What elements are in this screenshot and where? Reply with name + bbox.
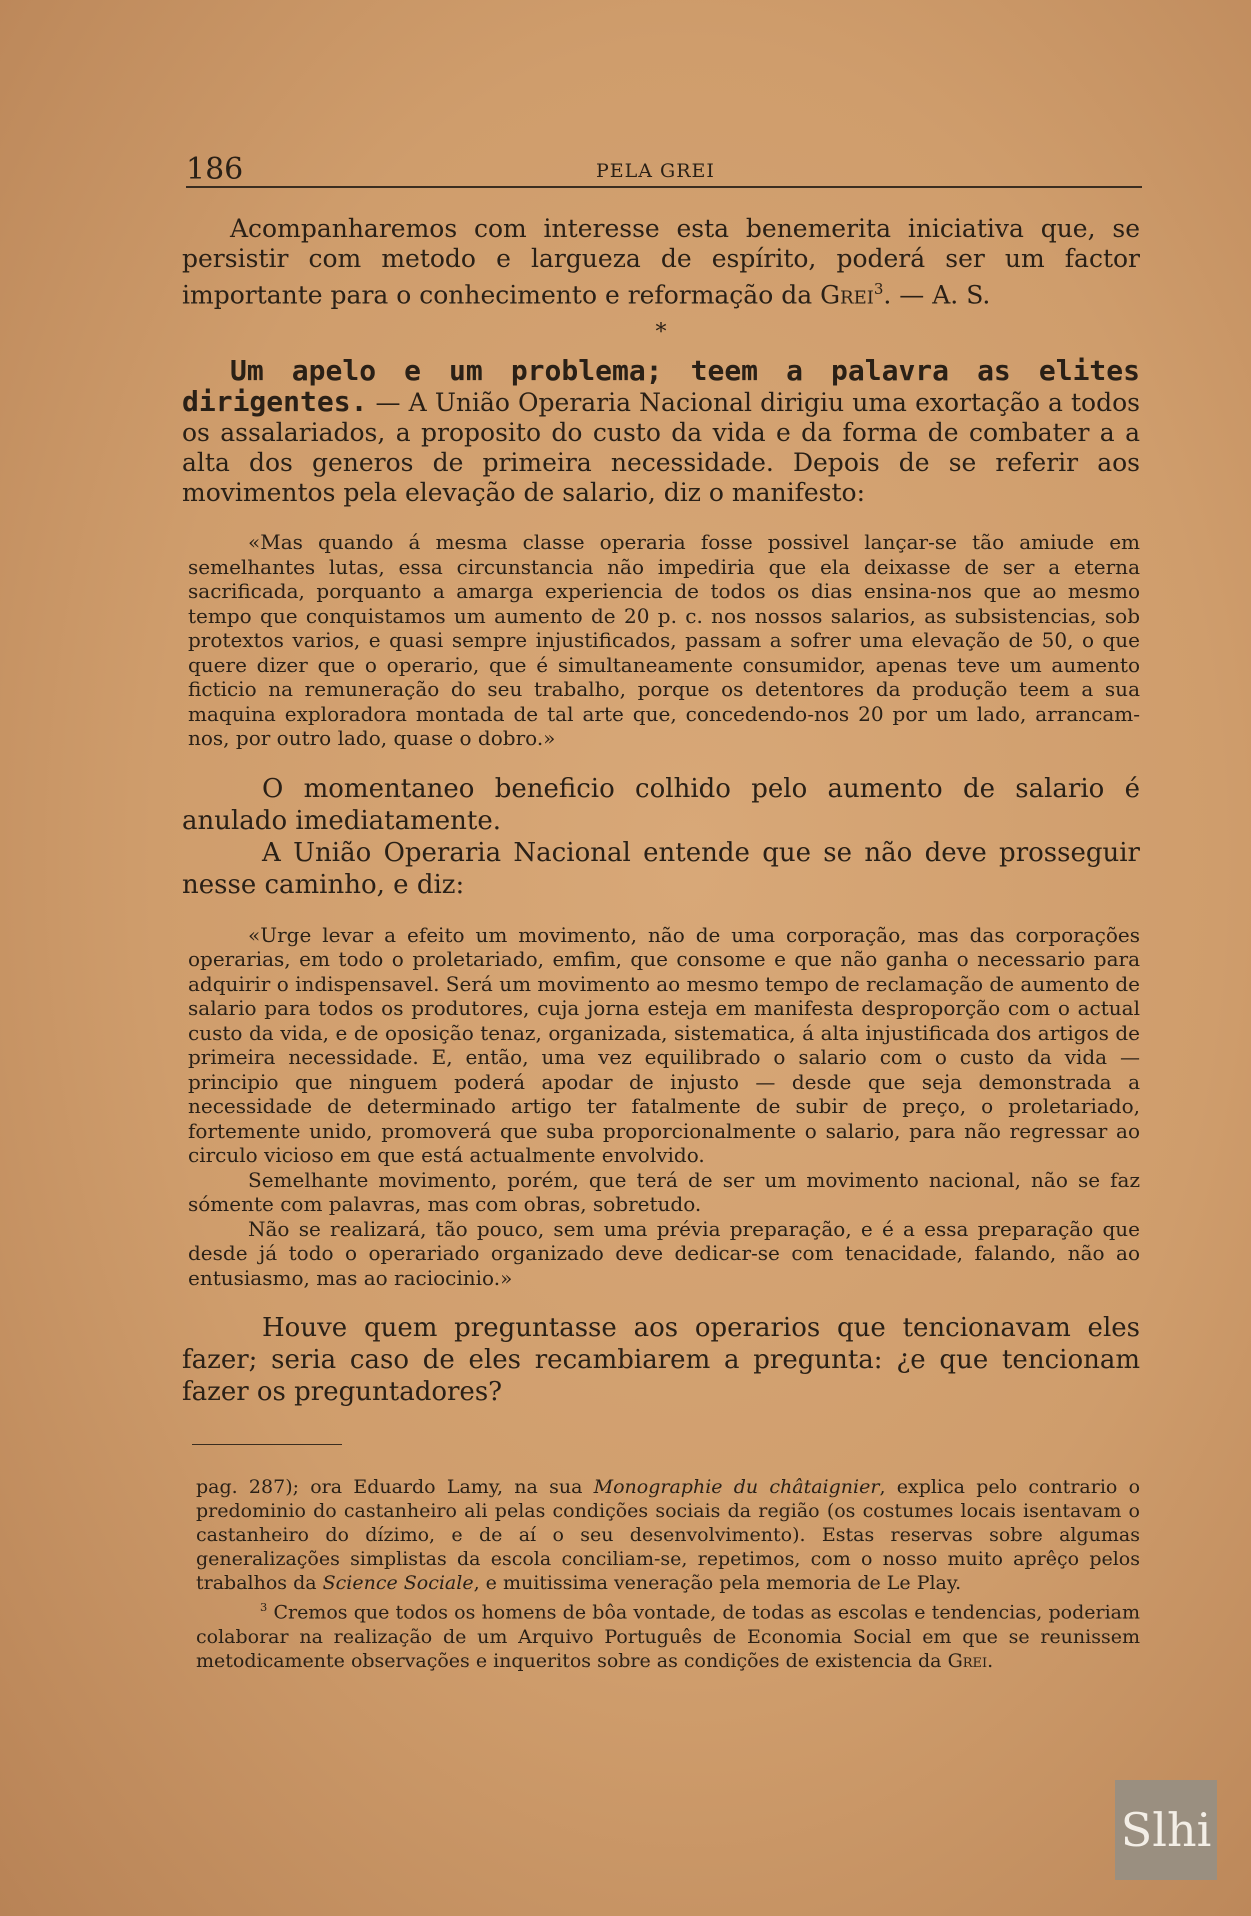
- paragraph-1: [182, 214, 1140, 310]
- section-separator: *: [655, 320, 667, 346]
- footnote-cont-pre: pag. 287); ora Eduardo Lamy, na sua: [196, 1476, 594, 1499]
- page-header: [186, 152, 1142, 188]
- section-text: — A União Operaria Nacional dirigiu uma exortação a todos os assalariados, a proposito do custo da vida e da forma de combater a a alta dos generos de primeira necessidade. Depois de se referir aos movimentos pela elevação de salario, diz o manifesto:: [182, 388, 1140, 508]
- paragraph-1-text: Acompanharemos com interesse esta benemerita iniciativa que, se persistir com metodo e largueza de espírito, poderá ser um factor importante para o conhecimento e reformação da: [182, 214, 1140, 310]
- quote-2: [188, 923, 1140, 1291]
- quote-1-text: «Mas quando á mesma classe operaria fosse possivel lançar-se tão amiude em semelhantes lutas, essa circunstancia não impediria que ela deixasse de ser a eterna sacrificada, porquanto a amarga experiencia de todos os dias ensina-nos que ao mesmo tempo que conquistamos um aumento de 20 p. c. nos nossos salarios, as subsistencias, sob protextos varios, e quasi sempre injustificados, passam a sofrer uma elevação de 50, o que quere dizer que o operario, que é simultaneamente consumidor, apenas teve um aumento ficticio na remuneração do seu trabalho, porque os detentores da produção teem a sua maquina exploradora montada de tal arte que, concedendo-nos 20 por um lado, arrancam-nos, por outro lado, quase o dobro.»: [188, 530, 1140, 751]
- paragraph-2: O momentaneo beneficio colhido pelo aumento de salario é anulado imediatamente.: [182, 773, 1140, 836]
- footnote-ref-3: 3: [873, 280, 884, 298]
- section-heading: Um apelo e um problema; teem a palavra as elites dirigentes.: [182, 354, 1140, 419]
- footnote-cont-post: , e muitissima veneração pela memoria de Le Play.: [473, 1572, 962, 1595]
- footnote-cont-mid: , explica pelo contrario o predominio do castanheiro ali pelas condições sociais da região (os costumes locais isentavam o castanheiro do dízimo, e de aí o seu desenvolvimento). Estas reservas sobre algumas generalizações simplistas da escola conciliam-se, repetimos, com o nosso muito aprêço pelos trabalhos da: [196, 1476, 1141, 1595]
- footnote-3: [196, 1595, 1140, 1672]
- footnote-3-grei: Grei: [947, 1649, 988, 1672]
- book-title-monographie: Monographie du châtaignier: [593, 1476, 880, 1499]
- paragraph-4: Houve quem preguntasse aos operarios que tencionavam eles fazer; seria caso de eles recambiarem a pregunta: ¿e que tencionam fazer os preguntadores?: [182, 1313, 1140, 1408]
- quote-2-para-3: Não se realizará, tão pouco, sem uma prévia preparação, e é a essa preparação que desde já todo o operariado organizado deve dedicar-se com tenacidade, falando, não ao entusiasmo, mas ao raciocinio.»: [188, 1216, 1140, 1290]
- quote-1: [188, 530, 1140, 751]
- quote-2-para-2: Semelhante movimento, porém, que terá de ser um movimento nacional, não se faz sómente com palavras, mas com obras, sobretudo.: [188, 1167, 1140, 1217]
- page-number: 186: [186, 152, 244, 187]
- library-logo: Slhi: [1115, 1780, 1217, 1880]
- signoff: . — A. S.: [883, 280, 991, 310]
- footnote-divider: [192, 1444, 342, 1445]
- quote-2-para-1: «Urge levar a efeito um movimento, não de uma corporação, mas das corporações operarias, em todo o proletariado, emfim, que consome e que não ganha o necessario para adquirir o indispensavel. Será um movimento ao mesmo tempo de reclamação de aumento de salario para todos os produtores, cuja jorna esteja em manifesta desproporção com o actual custo da vida, e de oposição tenaz, organizada, sistematica, á alta injustificada dos artigos de primeira necessidade. E, então, uma vez equilibrado o salario com o custo da vida — principio que ninguem poderá apodar de injusto — desde que seja demonstrada a necessidade de determinado artigo ter fatalmente de subir de preço, o proletariado, fortemente unido, promoverá que suba proporcionalmente o salario, para não regressar ao circulo vicioso em que está actualmente envolvido.: [188, 922, 1140, 1168]
- section-paragraph: [182, 356, 1140, 508]
- footnote-3-text: Cremos que todos os homens de bôa vontade, de todas as escolas e tendencias, poderiam colaborar na realização de um Arquivo Português de Economia Social em que se reunissem metodicamente observações e inqueritos sobre as condições de existencia da: [196, 1601, 1140, 1672]
- page-body: [182, 214, 1140, 1673]
- running-head: PELA GREI: [596, 160, 715, 182]
- grei-smallcaps: Grei: [820, 280, 874, 310]
- paragraph-3: A União Operaria Nacional entende que se não deve prosseguir nesse caminho, e diz:: [182, 837, 1140, 900]
- footnote-continued: [196, 1475, 1140, 1595]
- footnote-3-marker: 3: [260, 1600, 268, 1615]
- footnote-3-end: .: [987, 1649, 994, 1672]
- footnotes: [196, 1475, 1140, 1672]
- book-title-science-sociale: Science Sociale: [322, 1572, 474, 1595]
